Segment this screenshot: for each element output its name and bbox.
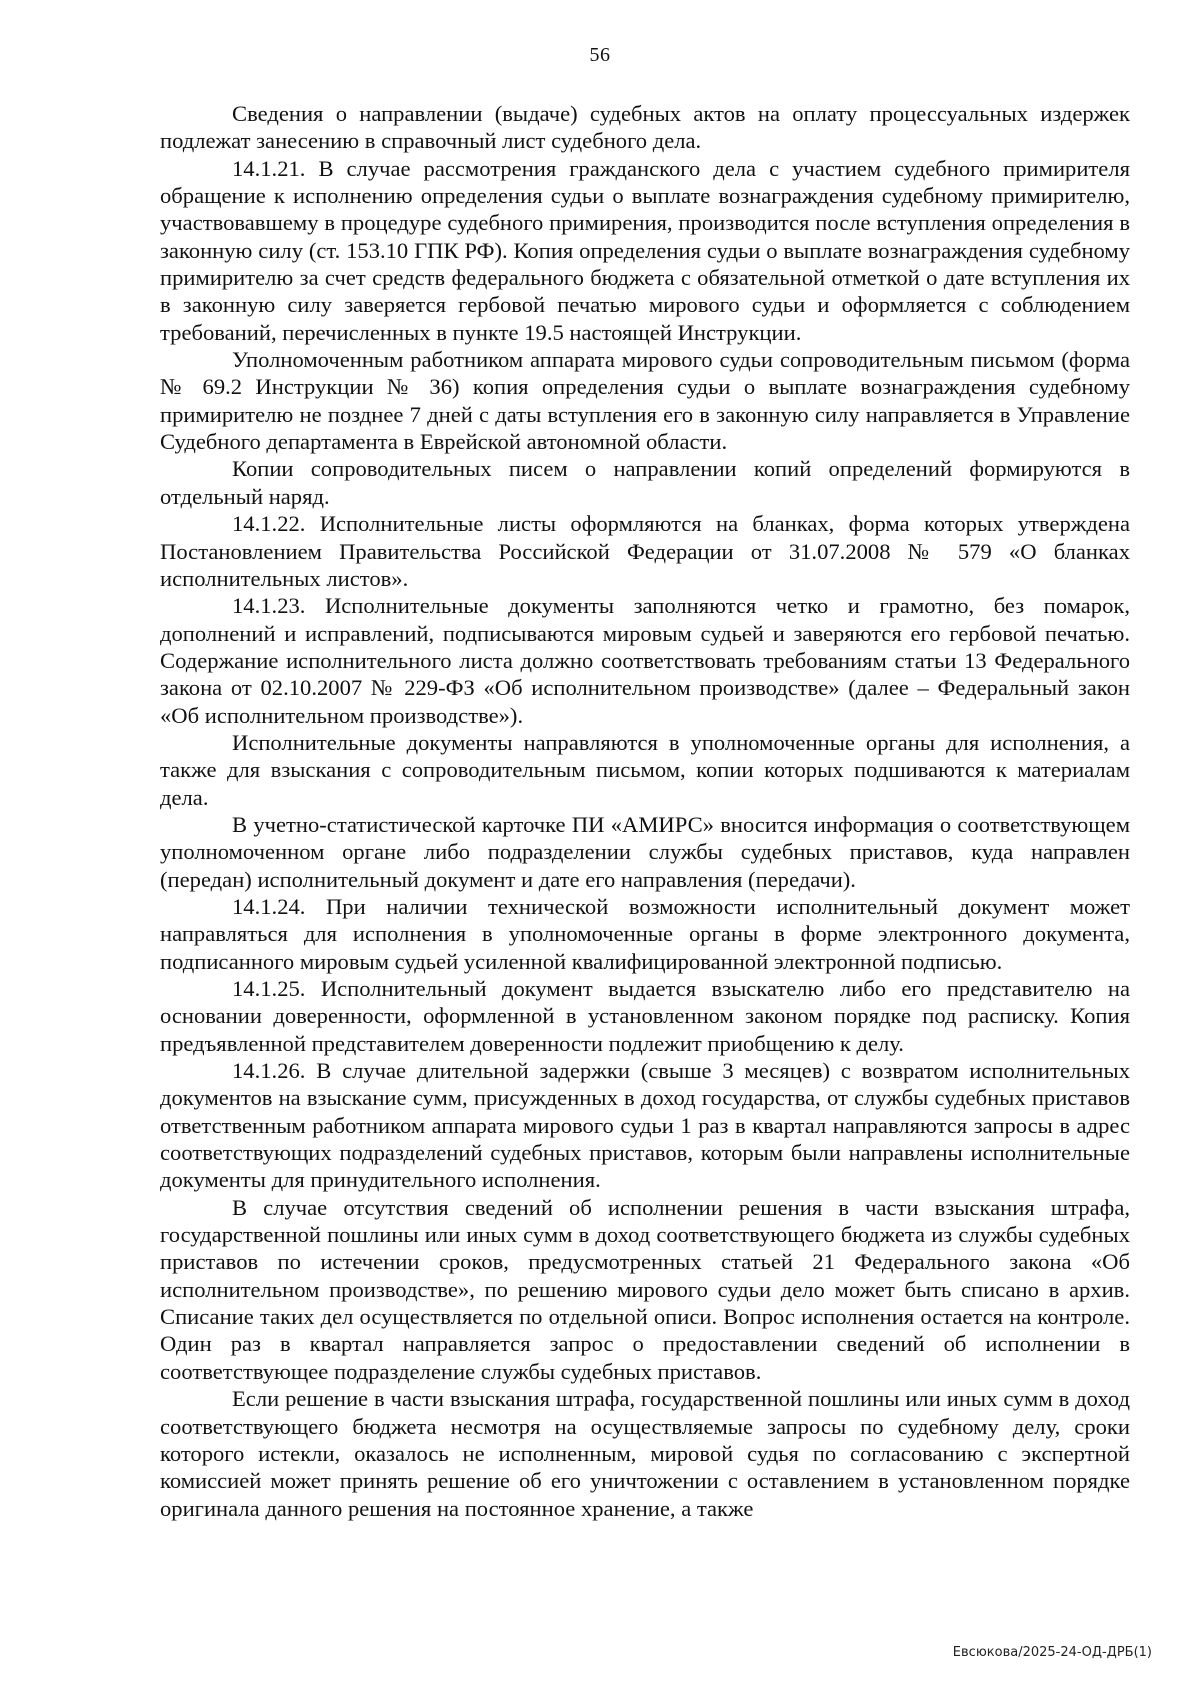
paragraph: Уполномоченным работником аппарата мирового судьи сопроводительным письмом (форма № 69.2 Инструкции № 36) копия определения судьи о выплате вознаграждения судебному примирителю не позднее 7 дней с даты вступления его в законную силу направляется в Управление Судебного департамента в Еврейской автономной области. — [160, 347, 1130, 455]
page-number: 56 — [589, 44, 611, 66]
paragraph: Исполнительные документы направляются в уполномоченные органы для исполнения, а также для взыскания с сопроводительным письмом, копии которых подшиваются к материалам дела. — [160, 729, 1130, 810]
paragraph: 14.1.26. В случае длительной задержки (свыше 3 месяцев) с возвратом исполнительных документов на взыскание сумм, присужденных в доход государства, от службы судебных приставов ответственным работником аппарата мирового судьи 1 раз в квартал направляются запросы в адрес соответствующих подразделений судебных приставов, которым были направлены исполнительные документы для принудительного исполнения. — [160, 1058, 1130, 1193]
paragraph: 14.1.23. Исполнительные документы заполняются четко и грамотно, без помарок, дополнений и исправлений, подписываются мировым судьей и заверяются его гербовой печатью. Содержание исполнительного листа должно соответствовать требованиям статьи 13 Федерального закона от 02.10.2007 № 229-ФЗ «Об исполнительном производстве» (далее – Федеральный закон «Об исполнительном производстве»). — [160, 593, 1130, 728]
paragraph: Сведения о направлении (выдаче) судебных актов на оплату процессуальных издержек подлежат занесению в справочный лист судебного дела. — [160, 101, 1130, 154]
document-footer-id: Евсюкова/2025-24-ОД-ДРБ(1) — [952, 1645, 1152, 1660]
paragraph: 14.1.22. Исполнительные листы оформляются на бланках, форма которых утверждена Постановлением Правительства Российской Федерации от 31.07.2008 № 579 «О бланках исполнительных листов». — [160, 511, 1130, 591]
paragraph: 14.1.25. Исполнительный документ выдается взыскателю либо его представителю на основании доверенности, оформленной в установленном законом порядке под расписку. Копия предъявленной представителем доверенности подлежит приобщению к делу. — [160, 976, 1130, 1056]
paragraph: Если решение в части взыскания штрафа, государственной пошлины или иных сумм в доход соответствующего бюджета несмотря на осуществляемые запросы по судебному делу, сроки которого истекли, оказалось не исполненным, мировой судья по согласованию с экспертной комиссией может принять решение об его уничтожении с оставлением в установленном порядке оригинала данного решения на постоянное хранение, а также — [160, 1386, 1130, 1521]
paragraph: В учетно-статистической карточке ПИ «АМИРС» вносится информация о соответствующем уполномоченном органе либо подразделении службы судебных приставов, куда направлен (передан) исполнительный документ и дате его направления (передачи). — [160, 811, 1130, 892]
paragraph: Копии сопроводительных писем о направлении копий определений формируются в отдельный наряд. — [160, 456, 1130, 509]
paragraph: 14.1.21. В случае рассмотрения гражданского дела с участием судебного примирителя обращение к исполнению определения судьи о выплате вознаграждения судебному примирителю, участвовавшему в процедуре судебного примирения, производится после вступления определения в законную силу (ст. 153.10 ГПК РФ). Копия определения судьи о выплате вознаграждения судебному примирителю за счет средств федерального бюджета с обязательной отметкой о дате вступления их в законную силу заверяется гербовой печатью мирового судьи и оформляется с соблюдением требований, перечисленных в пункте 19.5 настоящей Инструкции. — [160, 155, 1130, 345]
paragraph: 14.1.24. При наличии технической возможности исполнительный документ может направляться для исполнения в уполномоченные органы в форме электронного документа, подписанного мировым судьей усиленной квалифицированной электронной подписью. — [160, 893, 1130, 974]
paragraph: В случае отсутствия сведений об исполнении решения в части взыскания штрафа, государственной пошлины или иных сумм в доход соответствующего бюджета из службы судебных приставов по истечении сроков, предусмотренных статьей 21 Федерального закона «Об исполнительном производстве», по решению мирового судьи дело может быть списано в архив. Списание таких дел осуществляется по отдельной описи. Вопрос исполнения остается на контроле. Один раз в квартал направляется запрос о предоставлении сведений об исполнении в соответствующее подразделение службы судебных приставов. — [160, 1194, 1130, 1384]
document-body — [160, 100, 1130, 1522]
